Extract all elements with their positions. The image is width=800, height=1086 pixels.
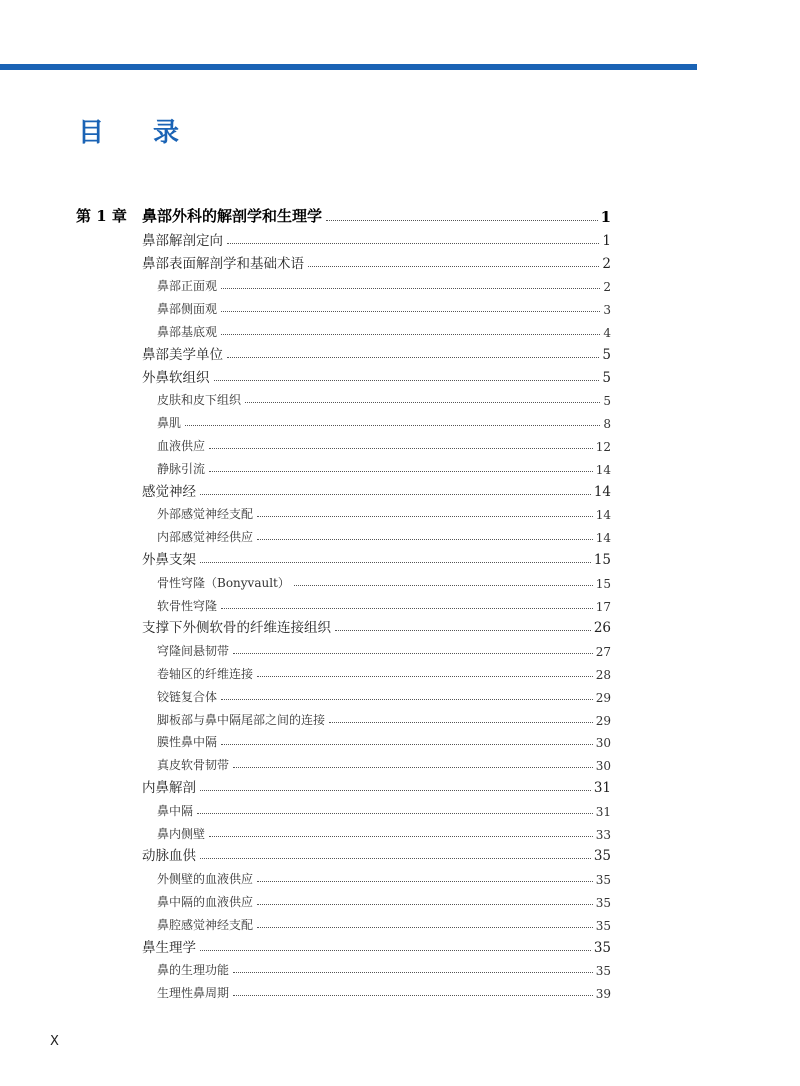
dot-leader — [233, 995, 593, 996]
dot-leader — [257, 881, 593, 882]
entry-page: 29 — [595, 690, 611, 705]
entry-page: 31 — [593, 779, 611, 796]
entry-title: 鼻肌 — [157, 416, 182, 431]
dot-leader — [233, 767, 593, 768]
entry-page: 14 — [595, 531, 611, 546]
entry-page: 27 — [595, 645, 611, 660]
entry-title: 外鼻软组织 — [142, 369, 210, 386]
dot-leader — [200, 790, 591, 791]
entry-title: 外鼻支架 — [142, 551, 196, 568]
entry-title: 软骨性穹隆 — [157, 598, 218, 613]
entry-page: 1 — [602, 232, 611, 249]
entry-title: 皮肤和皮下组织 — [157, 393, 242, 408]
toc-entry[interactable] — [76, 796, 611, 819]
entry-page: 12 — [595, 439, 611, 454]
dot-leader — [257, 904, 593, 905]
dot-leader — [245, 402, 600, 403]
entry-title: 铰链复合体 — [157, 689, 218, 704]
dot-leader — [335, 630, 591, 631]
toc-entry[interactable] — [76, 522, 611, 545]
dot-leader — [209, 471, 593, 472]
toc-entry[interactable] — [76, 705, 611, 728]
toc-chapter[interactable] — [76, 198, 611, 226]
dot-leader — [197, 813, 593, 814]
dot-leader — [329, 722, 593, 723]
dot-leader — [209, 448, 593, 449]
toc-entry[interactable] — [76, 249, 611, 272]
entry-title: 脚板部与鼻中隔尾部之间的连接 — [157, 712, 326, 727]
entry-title: 鼻部美学单位 — [142, 346, 223, 363]
entry-title: 内鼻解剖 — [142, 779, 196, 796]
toc-entry[interactable] — [76, 386, 611, 409]
dot-leader — [200, 950, 591, 951]
toc-entry[interactable] — [76, 819, 611, 842]
entry-title: 鼻部正面观 — [157, 279, 218, 294]
entry-title: 内部感觉神经供应 — [157, 530, 254, 545]
entry-page: 35 — [595, 964, 611, 979]
dot-leader — [326, 220, 598, 221]
toc-entry[interactable] — [76, 340, 611, 363]
entry-page: 2 — [602, 255, 611, 272]
entry-title: 鼻部基底观 — [157, 324, 218, 339]
dot-leader — [221, 311, 600, 312]
dot-leader — [257, 927, 593, 928]
entry-page: 3 — [603, 303, 611, 318]
chapter-title: 鼻部外科的解剖学和生理学 — [142, 207, 323, 225]
toc-entry[interactable] — [76, 477, 611, 500]
toc-entry[interactable] — [76, 773, 611, 796]
toc-entry[interactable] — [76, 591, 611, 614]
dot-leader — [233, 653, 593, 654]
entry-page: 28 — [595, 667, 611, 682]
entry-title: 膜性鼻中隔 — [157, 735, 218, 750]
entry-page: 14 — [595, 508, 611, 523]
dot-leader — [200, 494, 591, 495]
toc-entry[interactable] — [76, 933, 611, 956]
entry-title: 支撑下外侧软骨的纤维连接组织 — [142, 620, 331, 637]
dot-leader — [308, 266, 599, 267]
toc-entry[interactable] — [76, 408, 611, 431]
table-of-contents — [76, 198, 611, 1001]
toc-entry[interactable] — [76, 294, 611, 317]
toc-entry[interactable] — [76, 978, 611, 1001]
entry-title: 鼻内侧壁 — [157, 826, 206, 841]
dot-leader — [257, 676, 593, 677]
toc-entry[interactable] — [76, 842, 611, 865]
entry-page: 35 — [595, 873, 611, 888]
entry-title: 静脉引流 — [157, 461, 206, 476]
dot-leader — [221, 288, 600, 289]
entry-page: 31 — [595, 804, 611, 819]
entry-title: 骨性穹隆（Bonyvault） — [157, 575, 290, 590]
dot-leader — [200, 562, 591, 563]
dot-leader — [227, 357, 599, 358]
dot-leader — [233, 972, 593, 973]
toc-entry[interactable] — [76, 454, 611, 477]
entry-page: 35 — [595, 895, 611, 910]
page-number: X — [50, 1034, 59, 1049]
toc-entry[interactable] — [76, 659, 611, 682]
entry-title: 鼻的生理功能 — [157, 963, 230, 978]
entry-title: 外部感觉神经支配 — [157, 507, 254, 522]
entry-page: 30 — [595, 759, 611, 774]
entry-page: 30 — [595, 736, 611, 751]
toc-entry[interactable] — [76, 910, 611, 933]
toc-entry[interactable] — [76, 568, 611, 591]
dot-leader — [257, 539, 593, 540]
entry-page: 17 — [595, 599, 611, 614]
entry-page: 2 — [603, 280, 611, 295]
entry-title: 真皮软骨韧带 — [157, 758, 230, 773]
toc-entry[interactable] — [76, 636, 611, 659]
dot-leader — [257, 516, 593, 517]
chapter-label: 第 1 章 — [76, 207, 127, 225]
toc-entry[interactable] — [76, 614, 611, 637]
chapter-page: 1 — [600, 208, 611, 226]
entry-title: 鼻中隔的血液供应 — [157, 894, 254, 909]
entry-page: 8 — [603, 417, 611, 432]
entry-title: 血液供应 — [157, 438, 206, 453]
entry-page: 5 — [603, 394, 611, 409]
toc-entry[interactable] — [76, 363, 611, 386]
entry-title: 鼻部表面解剖学和基础术语 — [142, 255, 304, 272]
entry-title: 鼻部解剖定向 — [142, 232, 223, 249]
toc-entry[interactable] — [76, 728, 611, 751]
dot-leader — [227, 243, 599, 244]
entry-page: 5 — [602, 369, 611, 386]
toc-entry[interactable] — [76, 887, 611, 910]
entry-page: 15 — [595, 576, 611, 591]
entry-title: 感觉神经 — [142, 483, 196, 500]
dot-leader — [185, 425, 600, 426]
entry-title: 穹隆间悬韧带 — [157, 644, 230, 659]
entry-page: 15 — [593, 551, 611, 568]
dot-leader — [200, 858, 591, 859]
entry-title: 鼻腔感觉神经支配 — [157, 917, 254, 932]
dot-leader — [209, 836, 593, 837]
entry-title: 卷轴区的纤维连接 — [157, 666, 254, 681]
entry-title: 外侧壁的血液供应 — [157, 872, 254, 887]
entry-page: 4 — [603, 325, 611, 340]
toc-entry[interactable] — [76, 956, 611, 979]
entry-title: 鼻中隔 — [157, 803, 194, 818]
dot-leader — [221, 334, 600, 335]
toc-entry[interactable] — [76, 864, 611, 887]
entry-page: 29 — [595, 713, 611, 728]
toc-entries — [76, 226, 611, 1001]
entry-page: 35 — [593, 939, 611, 956]
toc-entry[interactable] — [76, 500, 611, 523]
entry-page: 35 — [593, 848, 611, 865]
dot-leader — [294, 585, 593, 586]
entry-page: 14 — [593, 483, 611, 500]
entry-title: 鼻部侧面观 — [157, 302, 218, 317]
entry-title: 鼻生理学 — [142, 939, 196, 956]
toc-entry[interactable] — [76, 750, 611, 773]
dot-leader — [221, 608, 593, 609]
toc-entry[interactable] — [76, 545, 611, 568]
entry-page: 26 — [593, 620, 611, 637]
dot-leader — [221, 699, 593, 700]
dot-leader — [221, 744, 593, 745]
toc-entry[interactable] — [76, 317, 611, 340]
page-title: 目 录 — [78, 118, 200, 148]
toc-entry[interactable] — [76, 431, 611, 454]
entry-page: 39 — [595, 987, 611, 1002]
entry-page: 5 — [602, 346, 611, 363]
entry-page: 14 — [595, 462, 611, 477]
toc-entry[interactable] — [76, 272, 611, 295]
entry-page: 33 — [595, 827, 611, 842]
entry-title: 生理性鼻周期 — [157, 986, 230, 1001]
header-rule — [0, 64, 697, 70]
entry-title: 动脉血供 — [142, 848, 196, 865]
toc-entry[interactable] — [76, 226, 611, 249]
dot-leader — [214, 380, 600, 381]
entry-page: 35 — [595, 918, 611, 933]
toc-entry[interactable] — [76, 682, 611, 705]
